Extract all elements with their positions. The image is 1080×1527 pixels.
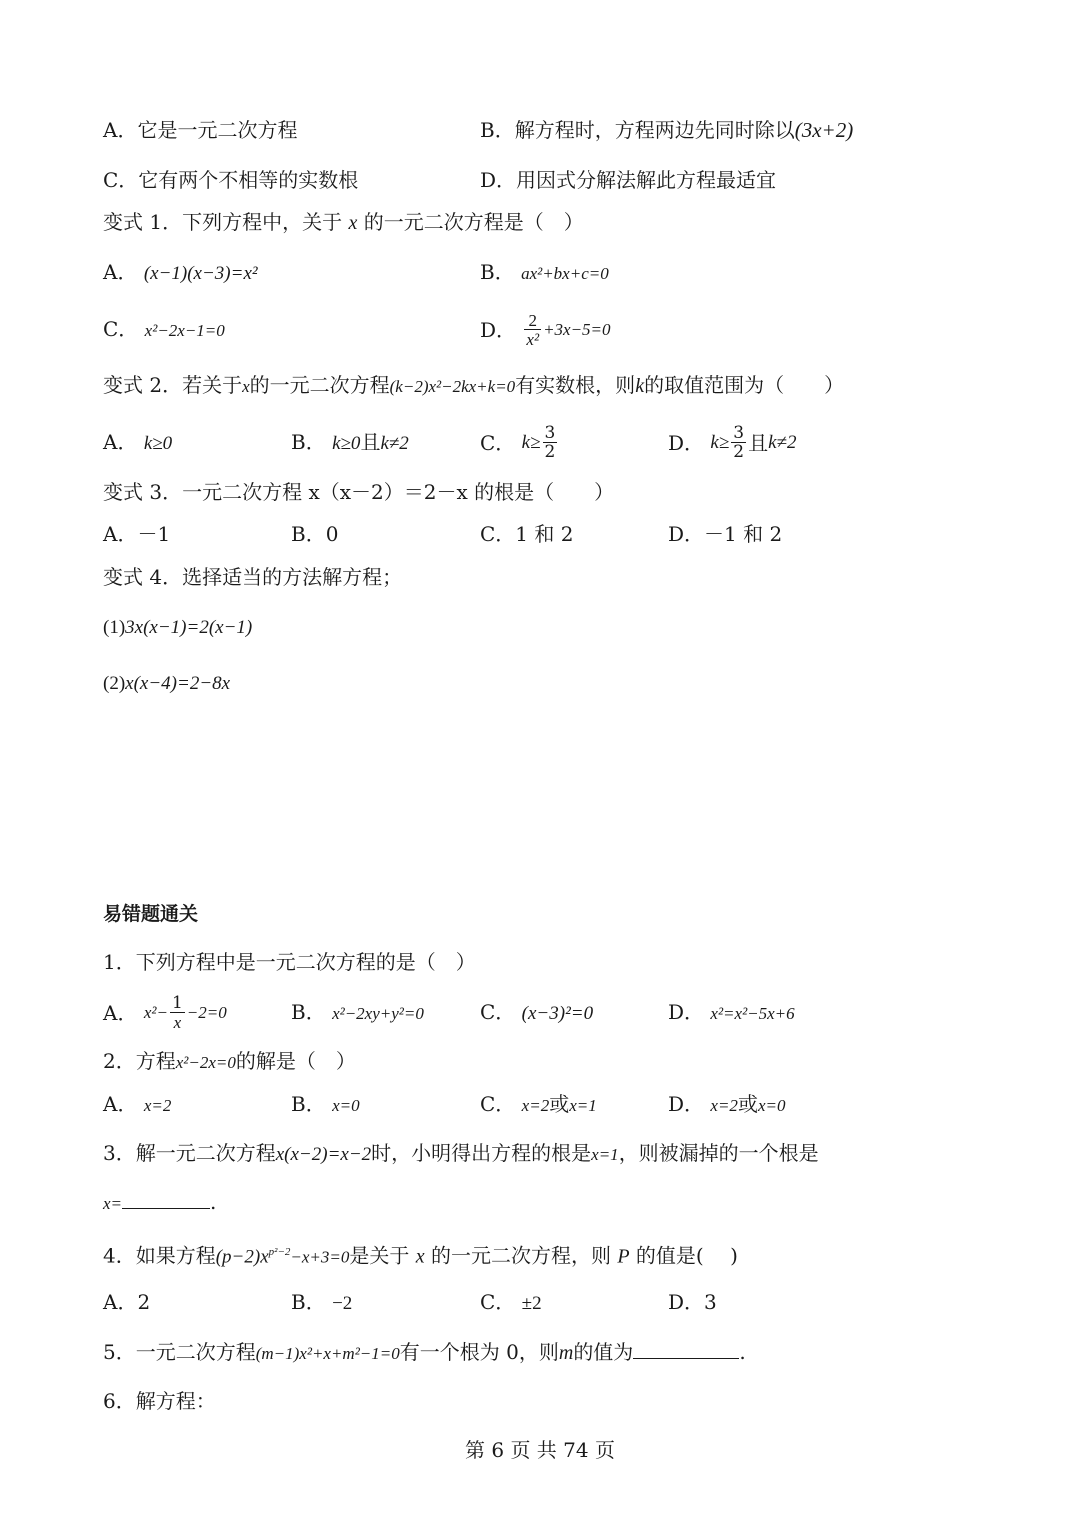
variant-4-stem: 变式 4．选择适当的方法解方程； — [103, 565, 403, 589]
v2-d-label: D． — [668, 431, 705, 455]
v1-stem-x: x — [348, 212, 358, 234]
q2-d-expr2: x=0 — [757, 1096, 786, 1115]
v2-d-expr: k≥ — [710, 432, 730, 453]
q3-stem-a: 3．解一元二次方程 — [103, 1141, 276, 1165]
q5-stem-a: 5．一元二次方程 — [103, 1340, 256, 1364]
v3-option-d: D．－1 和 2 — [668, 522, 783, 546]
q2-d-expr1: x=2 — [710, 1096, 738, 1115]
v1-c-expr: x²−2x−1=0 — [144, 321, 225, 340]
q2-option-a — [103, 1090, 171, 1120]
v1-option-b — [480, 258, 609, 288]
v4-p1-label: (1) — [103, 617, 126, 638]
v2-stem-d: 的取值范围为（ ） — [644, 373, 845, 397]
v1-d-num: 2 — [524, 312, 541, 330]
q1-c-expr: (x−3)²=0 — [521, 1003, 594, 1024]
q4-b-expr: −2 — [332, 1293, 353, 1314]
v1-b-label: B． — [480, 260, 515, 284]
q3-stem — [103, 1139, 819, 1169]
v2-d-num: 3 — [733, 423, 745, 443]
option-a: A．它是一元二次方程 — [103, 118, 298, 142]
q2-option-c — [480, 1090, 597, 1120]
v2-d-fraction — [731, 425, 746, 461]
q2-d-or: 或 — [737, 1092, 758, 1116]
q5-stem-expr: (m−1)x²+x+m²−1=0 — [255, 1344, 400, 1363]
q1-a-post: −2=0 — [186, 1003, 227, 1022]
q2-a-label: A． — [103, 1092, 138, 1116]
q1-d-label: D． — [668, 1000, 705, 1024]
option-b-text: B．解方程时，方程两边先同时除以 — [480, 118, 795, 142]
q4-option-b — [291, 1288, 352, 1318]
q3-stem-c: ，则被漏掉的一个根是 — [618, 1141, 819, 1165]
variant-3-stem: 变式 3．一元二次方程 x（x－2）＝2－x 的根是（ ） — [103, 480, 615, 504]
q1-option-c — [480, 998, 593, 1028]
v2-option-d — [668, 418, 796, 468]
v2-stem-k: k — [635, 375, 645, 397]
q3-stem-expr2: x=1 — [591, 1145, 619, 1164]
v3-option-a: A．－1 — [103, 522, 171, 546]
v1-d-rest: +3x−5=0 — [543, 320, 611, 339]
v2-stem-c: 有实数根，则 — [515, 373, 636, 397]
v2-c-den: 2 — [544, 442, 556, 462]
v1-d-den: x² — [526, 330, 540, 349]
q2-b-expr: x=0 — [332, 1096, 360, 1115]
q1-d-expr: x²=x²−5x+6 — [710, 1004, 795, 1023]
v2-d-den: 2 — [733, 442, 745, 462]
v1-option-a — [103, 258, 258, 288]
page-footer: 第 6 页 共 74 页 — [465, 1438, 615, 1462]
v1-a-label: A． — [103, 260, 138, 284]
v3-option-b: B．0 — [291, 522, 339, 546]
q2-option-d — [668, 1090, 785, 1120]
q6-stem: 6．解方程： — [103, 1389, 216, 1413]
q1-a-den: x — [173, 1013, 182, 1032]
q4-stem-p: P — [617, 1245, 630, 1268]
q2-option-b — [291, 1090, 360, 1120]
q3-stem-expr1: x(x−2)=x−2 — [275, 1144, 372, 1165]
v2-a-expr: k≥0 — [143, 433, 173, 454]
variant-1-stem — [103, 208, 584, 237]
v2-option-b — [291, 428, 409, 458]
q1-a-label: A． — [103, 1001, 138, 1025]
q3-answer-prefix: x= — [103, 1194, 123, 1213]
v2-c-num: 3 — [544, 423, 556, 443]
v2-stem-expr: (k−2)x²−2kx+k=0 — [389, 377, 516, 396]
q4-stem-expr: (p−2)x — [215, 1246, 269, 1268]
q2-c-or: 或 — [549, 1092, 570, 1116]
q1-option-a — [103, 988, 227, 1038]
q5-stem-c: 的值为 — [573, 1340, 634, 1364]
v2-d-and: 且 — [748, 431, 769, 455]
q4-stem-c: 的一元二次方程，则 — [430, 1243, 611, 1268]
v2-b-and: 且 — [360, 430, 381, 454]
v2-stem-b: 的一元二次方程 — [249, 373, 390, 397]
q2-stem-a: 2．方程 — [103, 1049, 176, 1073]
v3-option-c: C．1 和 2 — [480, 522, 574, 546]
v2-b-expr2: k≠2 — [380, 433, 409, 454]
q2-stem-expr: x²−2x=0 — [175, 1053, 236, 1072]
q1-a-num: 1 — [171, 993, 183, 1013]
q3-answer-line — [103, 1188, 216, 1218]
q4-stem — [103, 1238, 738, 1272]
v4-p2-expr: x(x−4)=2−8x — [125, 673, 231, 694]
v2-stem-x: x — [242, 377, 250, 396]
option-c: C．它有两个不相等的实数根 — [103, 168, 359, 192]
q3-answer-end: . — [210, 1190, 217, 1214]
v2-b-label: B． — [291, 430, 326, 454]
q5-stem-m: m — [558, 1342, 574, 1364]
v2-c-label: C． — [480, 431, 516, 455]
q4-option-a: A．2 — [103, 1290, 151, 1314]
q5-stem-b: 有一个根为 0，则 — [399, 1340, 559, 1364]
v1-option-d — [480, 305, 611, 355]
q2-c-expr2: x=1 — [569, 1096, 597, 1115]
v1-d-label: D． — [480, 318, 517, 342]
q1-stem: 1．下列方程中是一元二次方程的是（ ） — [103, 950, 476, 974]
variant-2-stem — [103, 371, 844, 401]
q2-a-expr: x=2 — [143, 1096, 172, 1115]
q1-b-label: B． — [291, 1000, 326, 1024]
v4-p2-label: (2) — [103, 673, 126, 694]
q1-c-label: C． — [480, 1000, 516, 1024]
q4-option-d: D．3 — [668, 1290, 717, 1314]
q4-stem-expr2: −x+3=0 — [290, 1247, 350, 1267]
v1-d-fraction — [524, 312, 541, 348]
q1-option-d — [668, 998, 795, 1028]
v1-option-c — [103, 315, 225, 345]
v1-c-label: C． — [103, 317, 139, 341]
v2-c-expr: k≥ — [521, 432, 541, 453]
v2-option-c — [480, 418, 559, 468]
q5-answer-blank[interactable] — [633, 1358, 739, 1359]
q3-stem-b: 时，小明得出方程的根是 — [371, 1141, 592, 1165]
v2-b-expr1: k≥0 — [332, 433, 361, 454]
q2-b-label: B． — [291, 1092, 326, 1116]
option-d: D．用因式分解法解此方程最适宜 — [480, 168, 777, 192]
q1-a-fraction — [170, 995, 185, 1031]
q1-option-b — [291, 998, 424, 1028]
q2-c-expr1: x=2 — [521, 1096, 550, 1115]
q1-b-expr: x²−2xy+y²=0 — [332, 1004, 424, 1023]
q2-c-label: C． — [480, 1092, 516, 1116]
v1-b-expr: ax²+bx+c=0 — [521, 264, 609, 283]
v2-d-expr2: k≠2 — [768, 432, 797, 453]
v1-stem-b: 的一元二次方程是（ ） — [363, 210, 584, 234]
v2-option-a — [103, 428, 172, 458]
q5-stem — [103, 1338, 746, 1368]
q5-stem-end: . — [739, 1340, 746, 1364]
q4-stem-b: 是关于 — [349, 1243, 410, 1268]
section-heading: 易错题通关 — [103, 903, 199, 925]
v1-stem-a: 变式 1．下列方程中，关于 — [103, 210, 343, 234]
v4-p1-expr: 3x(x−1)=2(x−1) — [125, 617, 253, 638]
v4-part-1 — [103, 612, 252, 642]
q2-stem — [103, 1047, 356, 1077]
q4-stem-a: 4．如果方程 — [103, 1243, 216, 1268]
v2-a-label: A． — [103, 430, 138, 454]
q4-stem-x: x — [415, 1245, 425, 1268]
q1-a-pre: x²− — [143, 1003, 168, 1022]
v1-a-expr: (x−1)(x−3)=x² — [143, 263, 258, 284]
q2-stem-b: 的解是（ ） — [235, 1049, 356, 1073]
q4-c-expr: ±2 — [521, 1293, 542, 1314]
option-b — [480, 116, 853, 144]
option-b-expr: (3x+2) — [794, 118, 854, 142]
q4-b-label: B． — [291, 1290, 326, 1314]
q2-d-label: D． — [668, 1092, 705, 1116]
q4-stem-d: 的值是( ) — [635, 1243, 738, 1268]
q3-answer-blank[interactable] — [122, 1208, 210, 1209]
v2-c-fraction — [543, 425, 558, 461]
q4-option-c — [480, 1288, 542, 1318]
q4-c-label: C． — [480, 1290, 516, 1314]
q4-stem-sup: p²−2 — [268, 1246, 291, 1258]
v2-stem-a: 变式 2．若关于 — [103, 373, 243, 397]
v4-part-2 — [103, 668, 230, 698]
